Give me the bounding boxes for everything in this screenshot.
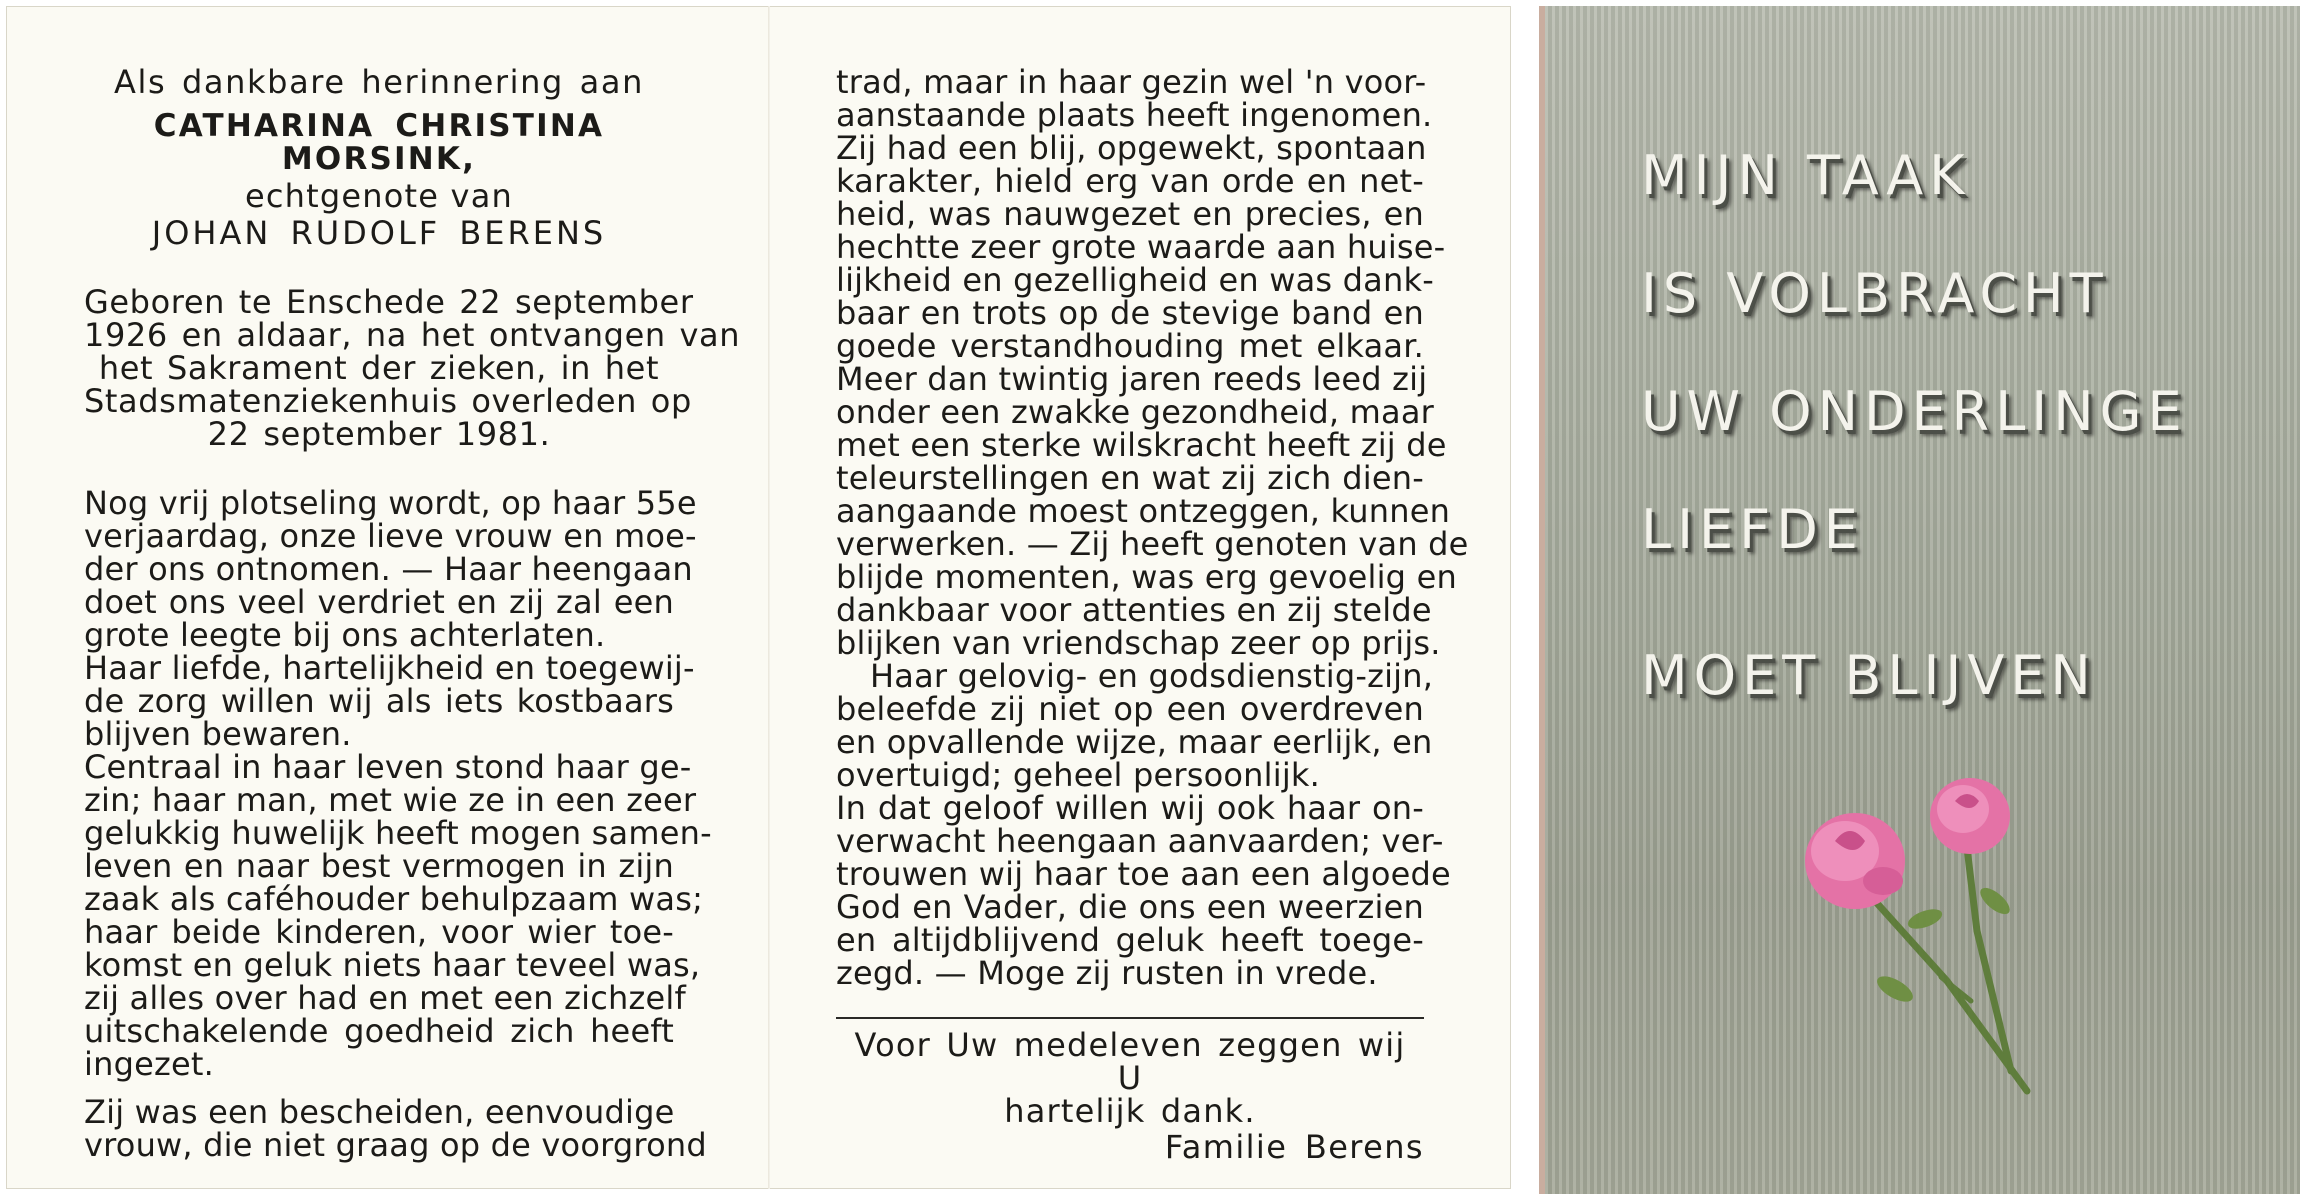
signature: Familie Berens [1164,1128,1424,1166]
text-line: Haar gelovig- en godsdienstig-zijn, [870,657,1434,695]
text-line: heid, was nauwgezet en precies, en [836,195,1424,233]
text-line: goede verstandhouding met elkaar. [836,327,1424,365]
text-line: leven en naar best vermogen in zijn [84,847,674,885]
text-line: beleefde zij niet op een overdreven [836,690,1424,728]
intro-line: Als dankbare herinnering aan [114,63,644,101]
text-line: met een sterke wilskracht heeft zij de [836,426,1447,464]
birth-line: Stadsmatenziekenhuis overleden op [84,382,692,420]
photo-panel [1545,6,2300,1194]
divider-rule [836,1017,1424,1019]
birth-line: Geboren te Enschede 22 september [84,283,694,321]
text-line: verwacht heengaan aanvaarden; ver- [836,822,1444,860]
text-line: zin; haar man, met wie ze in een zeer [84,781,697,819]
text-line: en opvallende wijze, maar eerlijk, en [836,723,1433,761]
spouse-caption: echtgenote van [244,177,513,215]
rose-left-icon [1805,813,1905,909]
motto-line: MOET BLIJVEN [1641,644,2097,707]
motto-line: MIJN TAAK [1641,144,1971,207]
text-line: komst en geluk niets haar teveel was, [84,946,701,984]
text-line: der ons ontnomen. — Haar heengaan [84,550,693,588]
text-line: lijkheid en gezelligheid en was dank- [836,261,1434,299]
text-line: grote leegte bij ons achterlaten. [84,616,606,654]
text-line: Zij was een bescheiden, eenvoudige [84,1093,675,1131]
text-line: Nog vrij plotseling wordt, op haar 55e [84,484,697,522]
text-line: aanstaande plaats heeft ingenomen. [836,96,1433,134]
text-line: blijken van vriendschap zeer op prijs. [836,624,1441,662]
text-line: God en Vader, die ons een weerzien [836,888,1424,926]
text-line: karakter, hield erg van orde en net- [836,162,1424,200]
text-line: Meer dan twintig jaren reeds leed zij [836,360,1428,398]
text-line: blijven bewaren. [84,715,352,753]
text-line: haar beide kinderen, voor wier toe- [84,913,674,951]
rose-right-icon [1930,778,2010,854]
text-line: teleurstellingen en wat zij zich dien- [836,459,1424,497]
text-line: baar en trots op de stevige band en [836,294,1424,332]
text-line: hechtte zeer grote waarde aan huise- [836,228,1446,266]
text-line: Haar liefde, hartelijkheid en toegewij- [84,649,695,687]
text-line: verjaardag, onze lieve vrouw en moe- [84,517,697,555]
text-line: zaak als caféhouder behulpzaam was; [84,880,704,918]
text-line: zegd. — Moge zij rusten in vrede. [836,954,1378,992]
text-line: uitschakelende goedheid zich heeft [84,1012,674,1050]
text-line: overtuigd; geheel persoonlijk. [836,756,1321,794]
text-line: In dat geloof willen wij ook haar on- [836,789,1424,827]
birth-line: het Sakrament der zieken, in het [98,349,660,387]
right-body [836,63,1469,992]
text-line: onder een zwakke gezondheid, maar [836,393,1435,431]
text-line: dankbaar voor attenties en zij stelde [836,591,1432,629]
card-fold [768,6,770,1189]
text-line: ingezet. [84,1045,214,1083]
text-line: Zij had een blij, opgewekt, spontaan [836,129,1427,167]
text-line: trouwen wij haar toe aan een algoede [836,855,1451,893]
deceased-name: CATHARINA CHRISTINA MORSINK, [153,108,605,177]
thanks-line: hartelijk dank. [1004,1092,1256,1130]
text-line: en altijdblijvend geluk heeft toege- [836,921,1424,959]
text-line: blijde momenten, was erg gevoelig en [836,558,1457,596]
text-line: de zorg willen wij als iets kostbaars [84,682,674,720]
birth-line: 22 september 1981. [207,415,551,453]
motto-line: IS VOLBRACHT [1641,262,2109,325]
birth-paragraph [84,283,741,453]
text-line: doet ons veel verdriet en zij zal een [84,583,674,621]
text-line: trad, maar in haar gezin wel 'n voor- [836,63,1427,101]
text-line: vrouw, die niet graag op de voorgrond [84,1126,707,1164]
roses-image [1765,771,2185,1111]
spouse-name: JOHAN RUDOLF BERENS [151,214,607,252]
left-page [84,63,741,1164]
text-line: zij alles over had en met een zichzelf [84,979,686,1017]
left-body [84,484,712,1164]
text-line: aangaande moest ontzeggen, kunnen [836,492,1451,530]
motto-line: UW ONDERLINGE [1641,380,2188,443]
text-line: gelukkig huwelijk heeft mogen samen- [84,814,712,852]
thanks-line: Voor Uw medeleven zeggen wij U [854,1026,1406,1097]
text-line: Centraal in haar leven stond haar ge- [84,748,692,786]
right-page [836,63,1469,1166]
motto-line: LIEFDE [1641,498,1864,561]
birth-line: 1926 en aldaar, na het ontvangen van [84,316,741,354]
text-line: verwerken. — Zij heeft genoten van de [836,525,1469,563]
